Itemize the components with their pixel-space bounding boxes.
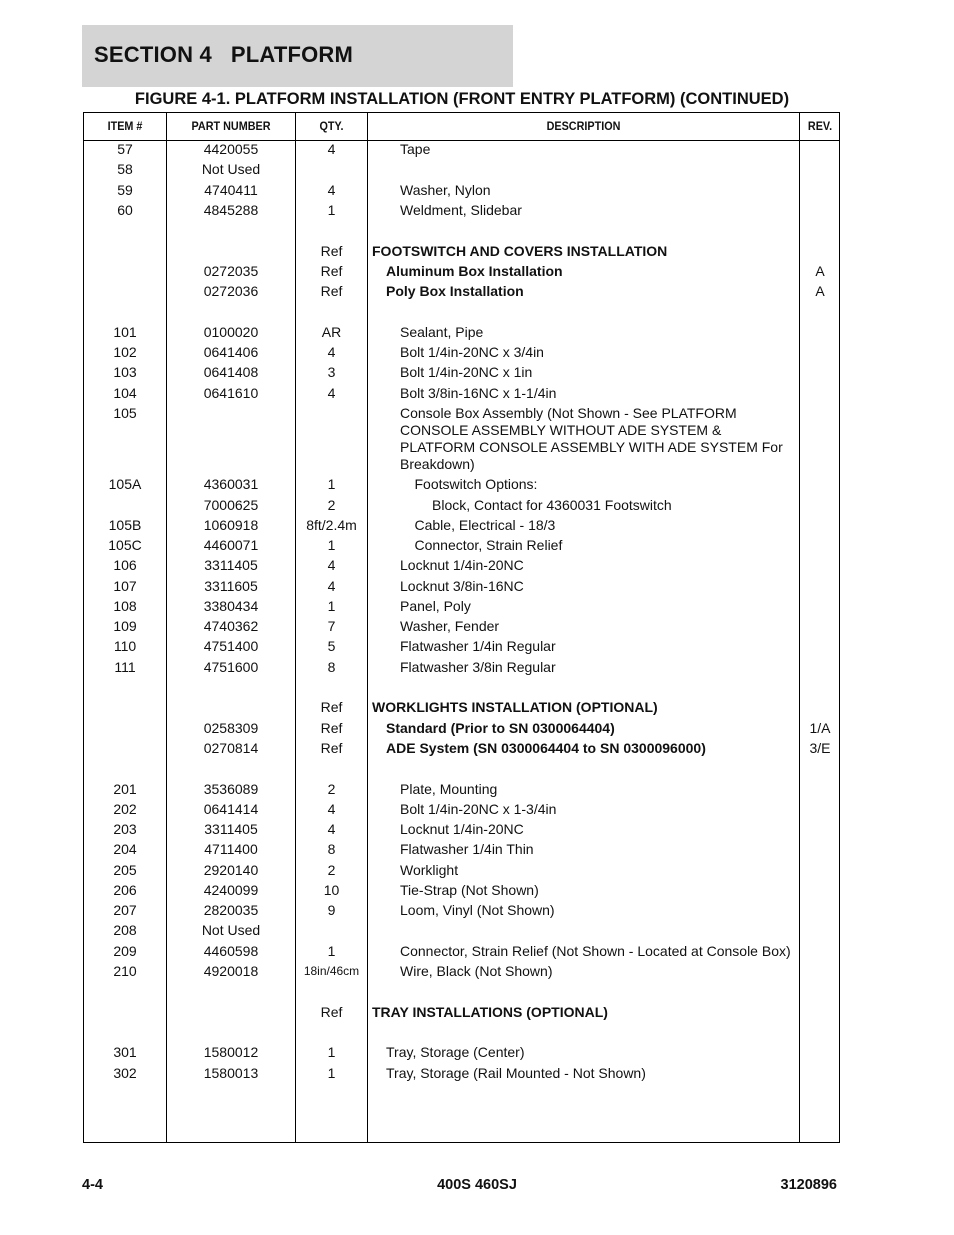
table-row bbox=[84, 364, 839, 384]
description-cell: Footswitch Options: bbox=[414, 476, 538, 493]
part-number-cell: 3380434 bbox=[203, 597, 259, 614]
row-spacer bbox=[84, 222, 839, 243]
quantity-cell: 2 bbox=[327, 780, 336, 797]
table-row bbox=[84, 476, 839, 496]
quantity-cell: 4 bbox=[327, 821, 336, 837]
row-spacer bbox=[84, 760, 839, 781]
quantity-cell: Ref bbox=[320, 739, 343, 756]
section-banner bbox=[82, 25, 513, 87]
item-number-cell: 205 bbox=[113, 861, 137, 878]
revision-cell: A bbox=[815, 262, 825, 279]
part-number-cell: 4845288 bbox=[203, 201, 259, 218]
description-cell: Aluminum Box Installation bbox=[386, 262, 563, 279]
header-part-number: PART NUMBER bbox=[191, 119, 271, 133]
part-number-cell: 4460071 bbox=[203, 537, 259, 553]
item-number-cell: 60 bbox=[117, 201, 133, 218]
table-row bbox=[84, 557, 839, 577]
part-number-cell: 0641408 bbox=[203, 364, 259, 381]
table-row bbox=[84, 659, 839, 679]
item-number-cell: 105 bbox=[113, 404, 137, 421]
table-group-heading-row bbox=[84, 283, 839, 303]
item-number-cell: 105C bbox=[108, 537, 142, 553]
row-spacer bbox=[84, 983, 839, 1004]
row-spacer bbox=[84, 303, 839, 324]
revision-cell: 3/E bbox=[809, 739, 831, 756]
description-cell: Flatwasher 1/4in Thin bbox=[400, 841, 534, 858]
table-body bbox=[84, 141, 839, 1085]
part-number-cell: 4360031 bbox=[203, 476, 259, 493]
table-group-heading-row bbox=[84, 263, 839, 283]
description-cell: Washer, Fender bbox=[400, 618, 500, 634]
quantity-cell: 4 bbox=[327, 344, 336, 360]
table-row bbox=[84, 598, 839, 618]
quantity-cell: 18in/46cm bbox=[303, 963, 360, 978]
table-row bbox=[84, 801, 839, 821]
description-cell: Washer, Nylon bbox=[400, 181, 491, 198]
part-number-cell: 4920018 bbox=[203, 962, 259, 979]
quantity-cell: 1 bbox=[327, 476, 336, 493]
quantity-cell: 1 bbox=[327, 1044, 336, 1061]
table-row bbox=[84, 841, 839, 861]
part-number-cell: 4751600 bbox=[203, 658, 259, 675]
quantity-cell: 2 bbox=[327, 496, 336, 513]
quantity-cell: 4 bbox=[327, 577, 336, 594]
item-number-cell: 109 bbox=[113, 618, 137, 634]
header-qty: QTY. bbox=[319, 119, 344, 133]
quantity-cell: 4 bbox=[327, 384, 336, 401]
part-number-cell: 0272036 bbox=[203, 283, 259, 299]
quantity-cell: 7 bbox=[327, 618, 336, 634]
quantity-cell: Ref bbox=[320, 283, 343, 299]
header-rev: REV. bbox=[807, 119, 833, 133]
part-number-cell: Not Used bbox=[201, 922, 261, 939]
description-cell: Connector, Strain Relief (Not Shown - Located at Console Box) bbox=[400, 942, 791, 959]
item-number-cell: 104 bbox=[113, 384, 137, 401]
description-cell: Block, Contact for 4360031 Footswitch bbox=[432, 496, 672, 513]
table-row bbox=[84, 1044, 839, 1064]
part-number-cell: 7000625 bbox=[203, 496, 259, 513]
description-cell: Plate, Mounting bbox=[400, 780, 498, 797]
quantity-cell: 10 bbox=[323, 881, 340, 898]
description-cell: Panel, Poly bbox=[400, 597, 471, 614]
table-row bbox=[84, 324, 839, 344]
description-cell: Sealant, Pipe bbox=[400, 323, 484, 340]
description-cell: Bolt 1/4in-20NC x 1-3/4in bbox=[400, 800, 557, 817]
description-cell: Worklight bbox=[400, 861, 459, 878]
table-row bbox=[84, 638, 839, 658]
quantity-cell: Ref bbox=[320, 1003, 343, 1020]
part-number-cell: 0272035 bbox=[203, 262, 259, 279]
description-cell: Console Box Assembly (Not Shown - See PLATFORM CONSOLE ASSEMBLY WITHOUT ADE SYSTEM & PLATFORM CONSOLE ASSEMBLY WITH ADE SYSTEM For Breakdown) bbox=[400, 404, 783, 472]
part-number-cell: 1060918 bbox=[203, 516, 259, 533]
part-number-cell: 3536089 bbox=[203, 780, 259, 797]
section-title: SECTION 4 PLATFORM bbox=[94, 42, 354, 67]
description-cell: Loom, Vinyl (Not Shown) bbox=[400, 902, 555, 918]
part-number-cell: 0270814 bbox=[203, 739, 259, 756]
description-cell: ADE System (SN 0300064404 to SN 0300096000) bbox=[386, 739, 706, 756]
part-number-cell: 4420055 bbox=[203, 141, 259, 157]
item-number-cell: 103 bbox=[113, 364, 137, 381]
figure-title: FIGURE 4-1. PLATFORM INSTALLATION (FRONT ENTRY PLATFORM) (CONTINUED) bbox=[134, 90, 790, 108]
description-cell: Locknut 1/4in-20NC bbox=[400, 821, 524, 837]
item-number-cell: 110 bbox=[113, 638, 137, 655]
item-number-cell: 206 bbox=[113, 881, 137, 898]
table-group-heading-row bbox=[84, 243, 839, 263]
table-row bbox=[84, 963, 839, 983]
row-spacer bbox=[84, 679, 839, 700]
description-cell: Bolt 1/4in-20NC x 1in bbox=[400, 364, 533, 381]
table-row bbox=[84, 202, 839, 222]
part-number-cell: 3311605 bbox=[204, 577, 258, 594]
part-number-cell: 1580012 bbox=[203, 1044, 259, 1061]
item-number-cell: 101 bbox=[113, 323, 137, 340]
part-number-cell: 0258309 bbox=[203, 719, 259, 736]
description-cell: Bolt 1/4in-20NC x 3/4in bbox=[400, 344, 544, 360]
table-row bbox=[84, 182, 839, 202]
item-number-cell: 208 bbox=[113, 922, 137, 939]
part-number-cell: Not Used bbox=[201, 161, 261, 178]
table-group-heading-row bbox=[84, 720, 839, 740]
quantity-cell: Ref bbox=[320, 242, 343, 259]
item-number-cell: 207 bbox=[113, 902, 137, 918]
part-number-cell: 2820035 bbox=[203, 902, 259, 918]
description-cell: Standard (Prior to SN 0300064404) bbox=[386, 719, 615, 736]
part-number-cell: 4740362 bbox=[203, 618, 259, 634]
item-number-cell: 106 bbox=[113, 557, 137, 574]
table-row bbox=[84, 385, 839, 405]
table-row bbox=[84, 862, 839, 882]
description-cell: Tie-Strap (Not Shown) bbox=[400, 881, 539, 898]
quantity-cell: 5 bbox=[327, 638, 336, 655]
table-row bbox=[84, 618, 839, 638]
revision-cell: 1/A bbox=[809, 719, 831, 736]
item-number-cell: 102 bbox=[113, 344, 137, 360]
table-row bbox=[84, 578, 839, 598]
table-row bbox=[84, 781, 839, 801]
description-cell: Locknut 1/4in-20NC bbox=[400, 557, 524, 574]
quantity-cell: 1 bbox=[327, 942, 336, 959]
part-number-cell: 1580013 bbox=[203, 1064, 259, 1081]
table-row bbox=[84, 141, 839, 161]
item-number-cell: 111 bbox=[114, 658, 136, 675]
quantity-cell: 4 bbox=[327, 181, 336, 198]
quantity-cell: AR bbox=[321, 323, 342, 340]
description-cell: FOOTSWITCH AND COVERS INSTALLATION bbox=[372, 242, 668, 259]
item-number-cell: 105B bbox=[108, 516, 142, 533]
quantity-cell: 1 bbox=[327, 201, 336, 218]
table-group-heading-row bbox=[84, 740, 839, 760]
quantity-cell: 8 bbox=[327, 841, 336, 858]
part-number-cell: 2920140 bbox=[203, 861, 259, 878]
item-number-cell: 203 bbox=[113, 821, 137, 837]
table-group-heading-row bbox=[84, 699, 839, 719]
table-row bbox=[84, 497, 839, 517]
item-number-cell: 209 bbox=[113, 942, 137, 959]
item-number-cell: 57 bbox=[117, 141, 133, 157]
description-cell: TRAY INSTALLATIONS (OPTIONAL) bbox=[372, 1003, 608, 1020]
table-row bbox=[84, 943, 839, 963]
table-row bbox=[84, 161, 839, 181]
item-number-cell: 105A bbox=[108, 476, 142, 493]
item-number-cell: 108 bbox=[113, 597, 137, 614]
description-cell: Wire, Black (Not Shown) bbox=[400, 962, 553, 979]
part-number-cell: 3311405 bbox=[204, 557, 258, 574]
description-cell: Cable, Electrical - 18/3 bbox=[414, 516, 556, 533]
item-number-cell: 301 bbox=[113, 1044, 137, 1061]
quantity-cell: Ref bbox=[320, 719, 343, 736]
table-row bbox=[84, 1065, 839, 1085]
description-cell: Tape bbox=[400, 141, 431, 157]
part-number-cell: 0100020 bbox=[203, 323, 259, 340]
description-cell: Poly Box Installation bbox=[386, 283, 524, 299]
quantity-cell: 1 bbox=[327, 1064, 336, 1081]
table-row bbox=[84, 902, 839, 922]
description-cell: Tray, Storage (Center) bbox=[386, 1044, 525, 1061]
table-row bbox=[84, 405, 839, 477]
part-number-cell: 0641610 bbox=[203, 384, 259, 401]
quantity-cell: 9 bbox=[327, 902, 336, 918]
quantity-cell: 4 bbox=[327, 557, 336, 574]
footer-page-number: 4-4 bbox=[82, 1177, 103, 1193]
row-spacer bbox=[84, 1024, 839, 1045]
table-row bbox=[84, 821, 839, 841]
table-row bbox=[84, 344, 839, 364]
quantity-cell: 1 bbox=[327, 597, 336, 614]
revision-cell: A bbox=[815, 283, 825, 299]
header-description: DESCRIPTION bbox=[546, 119, 621, 133]
header-item: ITEM # bbox=[107, 119, 143, 133]
item-number-cell: 107 bbox=[113, 577, 137, 594]
quantity-cell: 3 bbox=[327, 364, 336, 381]
item-number-cell: 302 bbox=[113, 1064, 137, 1081]
item-number-cell: 201 bbox=[113, 780, 137, 797]
description-cell: Tray, Storage (Rail Mounted - Not Shown) bbox=[386, 1064, 646, 1081]
description-cell: Bolt 3/8in-16NC x 1-1/4in bbox=[400, 384, 557, 401]
description-cell: Flatwasher 1/4in Regular bbox=[400, 638, 556, 655]
item-number-cell: 202 bbox=[113, 800, 137, 817]
quantity-cell: 8ft/2.4m bbox=[306, 516, 357, 533]
part-number-cell: 3311405 bbox=[204, 821, 258, 837]
table-group-heading-row bbox=[84, 1004, 839, 1024]
part-number-cell: 0641406 bbox=[203, 344, 259, 360]
quantity-cell: 1 bbox=[327, 537, 336, 553]
table-row bbox=[84, 922, 839, 942]
table-row bbox=[84, 537, 839, 557]
parts-table bbox=[83, 112, 840, 1143]
description-cell: Weldment, Slidebar bbox=[400, 201, 522, 218]
quantity-cell: 8 bbox=[327, 658, 336, 675]
item-number-cell: 59 bbox=[117, 181, 133, 198]
part-number-cell: 0641414 bbox=[203, 800, 259, 817]
item-number-cell: 58 bbox=[117, 161, 133, 178]
item-number-cell: 204 bbox=[113, 841, 137, 858]
quantity-cell: Ref bbox=[320, 262, 343, 279]
part-number-cell: 4240099 bbox=[203, 881, 259, 898]
description-cell: Locknut 3/8in-16NC bbox=[400, 577, 524, 594]
description-cell: WORKLIGHTS INSTALLATION (OPTIONAL) bbox=[372, 699, 658, 716]
part-number-cell: 4751400 bbox=[203, 638, 259, 655]
footer-doc-number: 3120896 bbox=[780, 1177, 837, 1193]
item-number-cell: 210 bbox=[113, 962, 137, 979]
table-row bbox=[84, 882, 839, 902]
quantity-cell: 2 bbox=[327, 861, 336, 878]
description-cell: Flatwasher 3/8in Regular bbox=[400, 658, 556, 675]
part-number-cell: 4711400 bbox=[204, 841, 258, 858]
table-row bbox=[84, 517, 839, 537]
part-number-cell: 4740411 bbox=[204, 181, 258, 198]
part-number-cell: 4460598 bbox=[203, 942, 259, 959]
quantity-cell: 4 bbox=[327, 800, 336, 817]
quantity-cell: Ref bbox=[320, 699, 343, 716]
quantity-cell: 4 bbox=[327, 141, 336, 157]
description-cell: Connector, Strain Relief bbox=[414, 537, 563, 553]
footer-model: 400S 460SJ bbox=[437, 1177, 517, 1193]
